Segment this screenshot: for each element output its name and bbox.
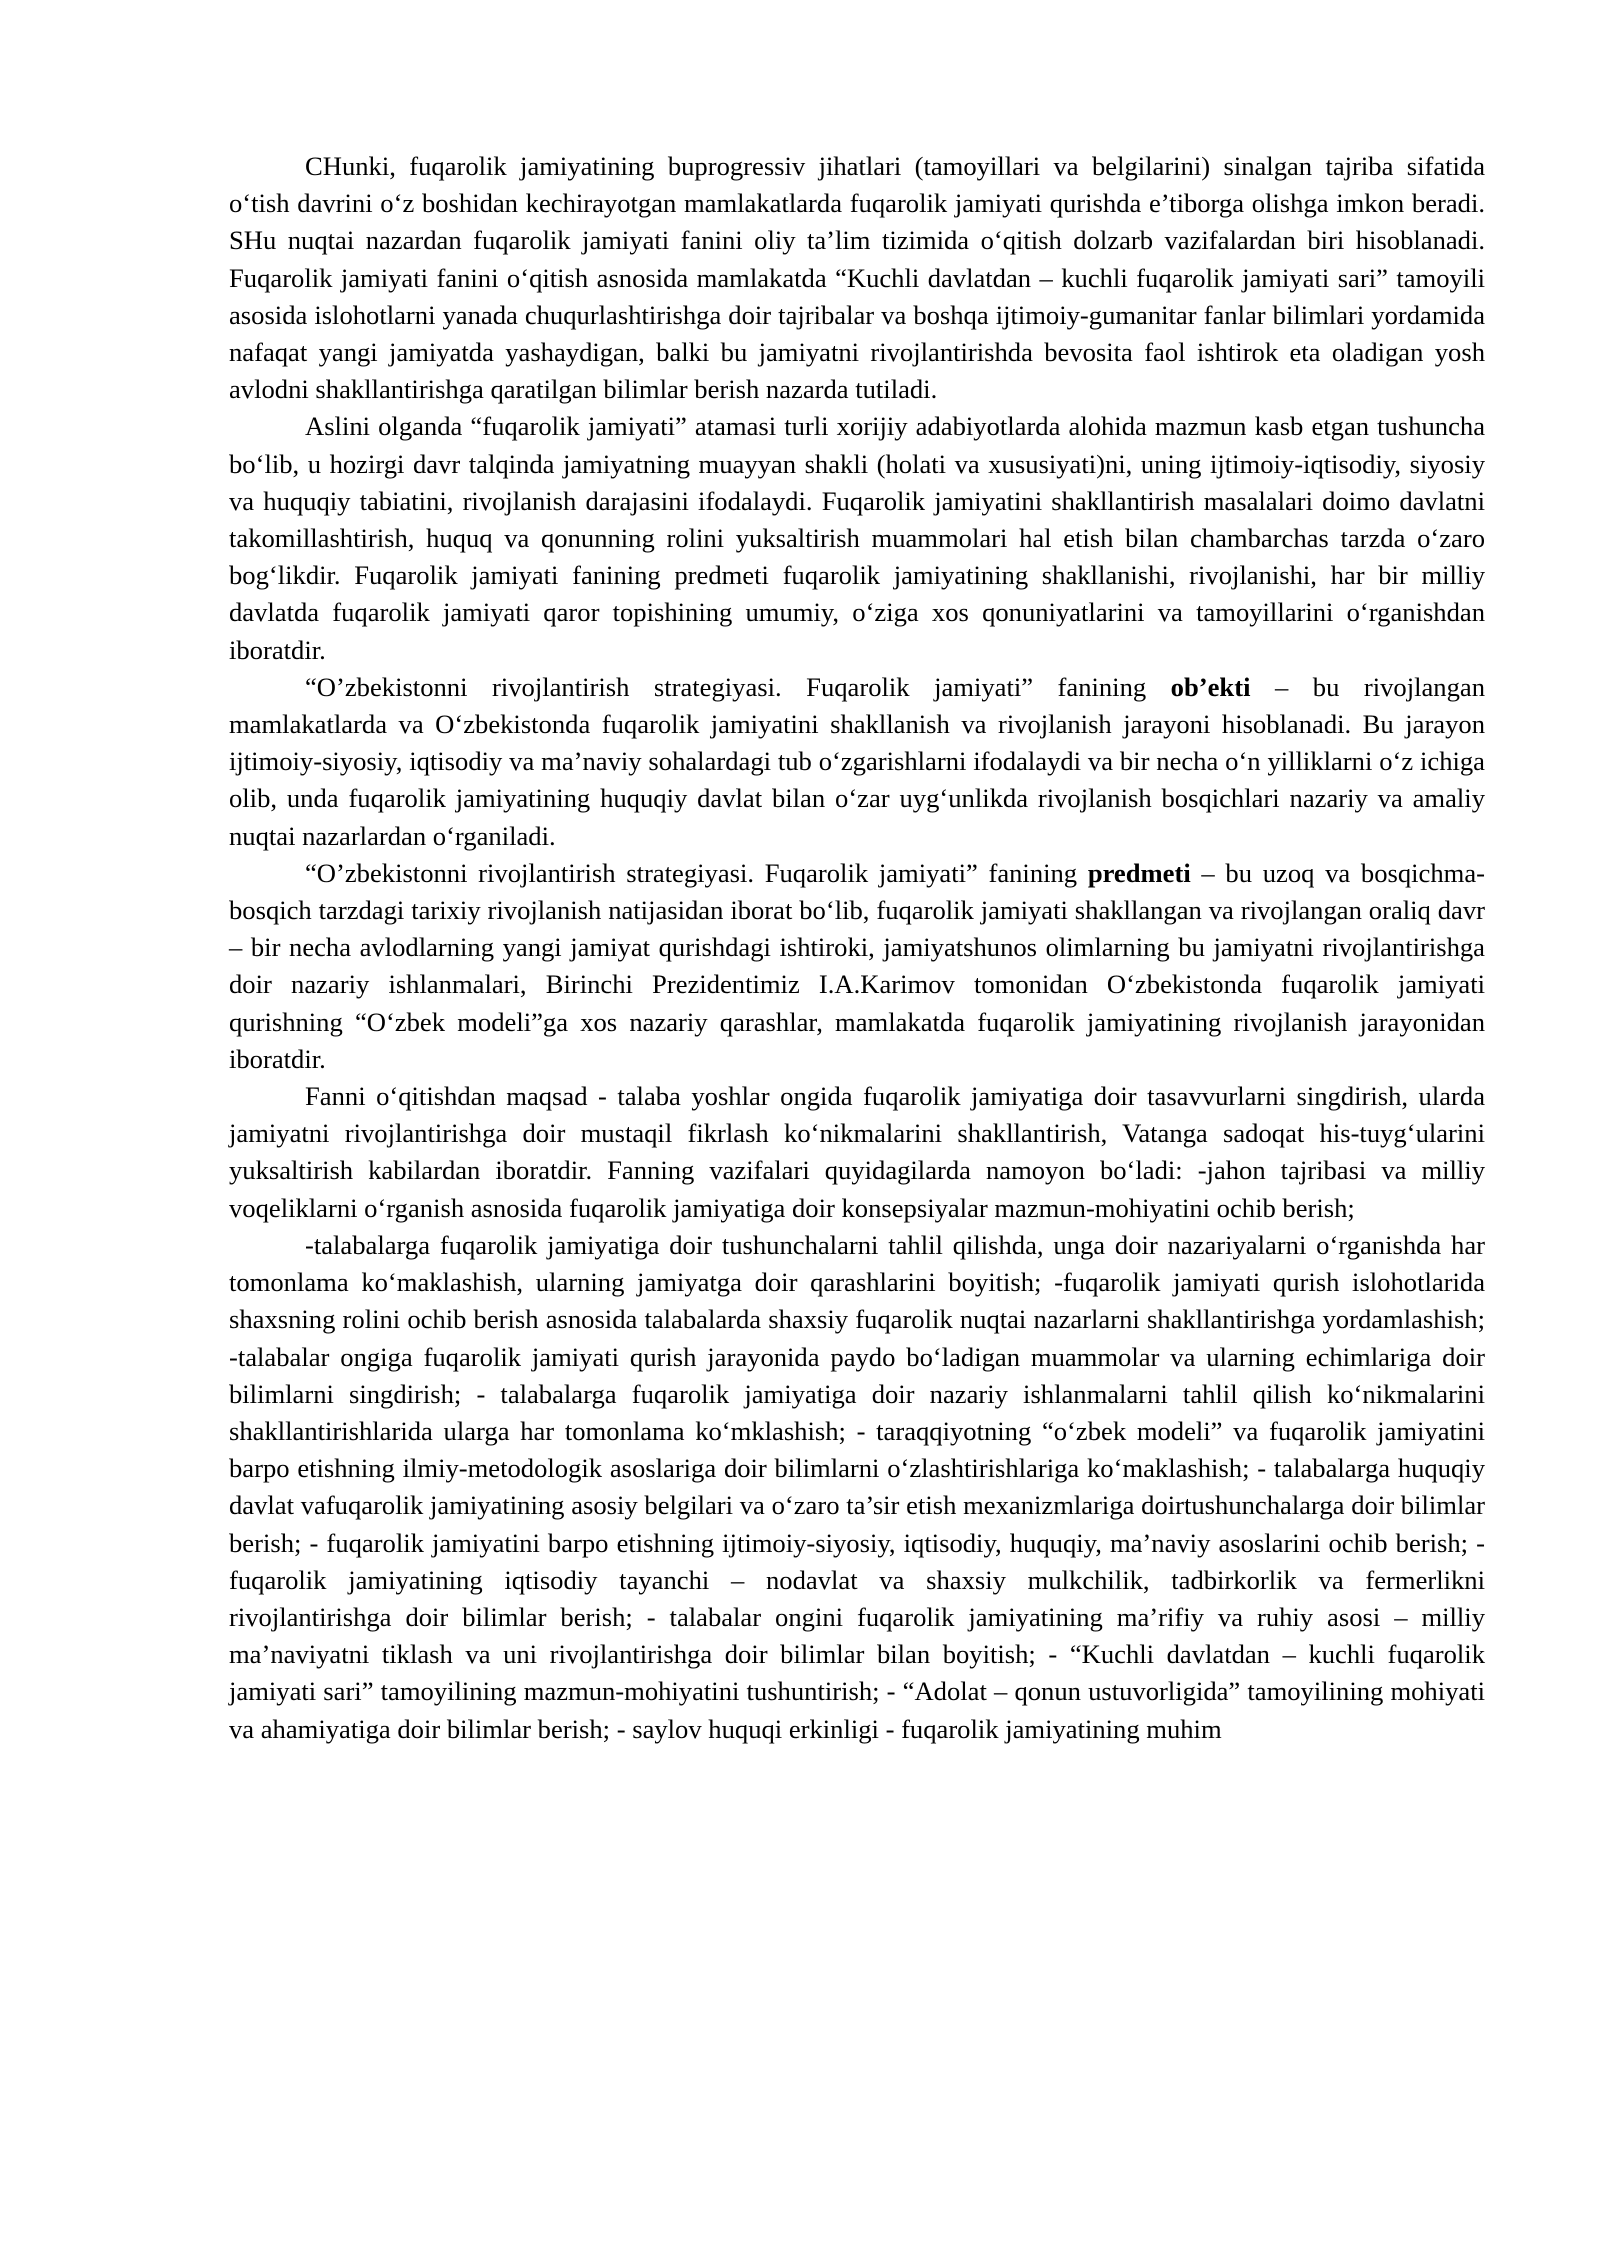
paragraph-1: CHunki, fuqarolik jamiyatining buprogressiv jihatlari (tamoyillari va belgilarini) sinalgan tajriba sifatida o‘tish davrini o‘z boshidan kechirayotgan mamlakatlarda fuqarolik jamiyati qurishda e’tiborga olishga imkon beradi. SHu nuqtai nazardan fuqarolik jamiyati fanini oliy ta’lim tizimida o‘qitish dolzarb vazifalardan biri hisoblanadi. Fuqarolik jamiyati fanini o‘qitish asnosida mamlakatda “Kuchli davlatdan – kuchli fuqarolik jamiyati sari” tamoyili asosida islohotlarni yanada chuqurlashtirishga doir tajribalar va boshqa ijtimoiy-gumanitar fanlar bilimlari yordamida nafaqat yangi jamiyatda yashaydigan, balki bu jamiyatni rivojlantirishda bevosita faol ishtirok eta oladigan yosh avlodni shakllantirishga qaratilgan bilimlar berish nazarda tutiladi. <box>229 151 1485 405</box>
document-page <box>229 148 1485 1748</box>
term-predmeti: predmeti <box>1087 857 1191 888</box>
paragraph-3-before: “O’zbekistonni rivojlantirish strategiyasi. Fuqarolik jamiyati” fanining <box>305 671 1171 702</box>
paragraph-5: Fanni o‘qitishdan maqsad - talaba yoshlar ongida fuqarolik jamiyatiga doir tasavvurlarni singdirish, ularda jamiyatni rivojlantirishga doir mustaqil fikrlash ko‘nikmalarini shakllantirish, Vatanga sadoqat his-tuyg‘ularini yuksaltirish kabilardan iboratdir. Fanning vazifalari quyidagilarda namoyon bo‘ladi: -jahon tajribasi va milliy voqeliklarni o‘rganish asnosida fuqarolik jamiyatiga doir konsepsiyalar mazmun-mohiyatini ochib berish; <box>229 1081 1485 1223</box>
paragraph-4 <box>229 855 1485 1078</box>
paragraph-3 <box>229 669 1485 855</box>
paragraph-4-before: “O’zbekistonni rivojlantirish strategiyasi. Fuqarolik jamiyati” fanining <box>305 857 1088 888</box>
paragraph-3-after: – bu rivojlangan mamlakatlarda va O‘zbekistonda fuqarolik jamiyatini shakllanish va rivojlanish jarayoni hisoblanadi. Bu jarayon ijtimoiy-siyosiy, iqtisodiy va ma’naviy sohalardagi tub o‘zgarishlarni ifodalaydi va bir necha o‘n yilliklarni o‘z ichiga olib, unda fuqarolik jamiyatining huquqiy davlat bilan o‘zar uyg‘unlikda rivojlanish bosqichlari nazariy va amaliy nuqtai nazarlardan o‘rganiladi. <box>229 671 1485 851</box>
term-obekti: ob’ekti <box>1170 671 1251 702</box>
paragraph-6: -talabalarga fuqarolik jamiyatiga doir tushunchalarni tahlil qilishda, unga doir nazariyalarni o‘rganishda har tomonlama ko‘maklashish, ularning jamiyatga doir qarashlarini boyitish; -fuqarolik jamiyati qurish islohotlarida shaxsning rolini ochib berish asnosida talabalarda shaxsiy fuqarolik nuqtai nazarlarni shakllantirishga yordamlashish; -talabalar ongiga fuqarolik jamiyati qurish jarayonida paydo bo‘ladigan muammolar va ularning echimlariga doir bilimlarni singdirish; - talabalarga fuqarolik jamiyatiga doir nazariy ishlanmalarni tahlil qilish ko‘nikmalarini shakllantirishlarida ularga har tomonlama ko‘mklashish; - taraqqiyotning “o‘zbek modeli” va fuqarolik jamiyatini barpo etishning ilmiy-metodologik asoslariga doir bilimlarni o‘zlashtirishlariga ko‘maklashish; - talabalarga huquqiy davlat vafuqarolik jamiyatining asosiy belgilari va o‘zaro ta’sir etish mexanizmlariga doirtushunchalarga doir bilimlar berish; - fuqarolik jamiyatini barpo etishning ijtimoiy-siyosiy, iqtisodiy, huquqiy, ma’naviy asoslarini ochib berish; - fuqarolik jamiyatining iqtisodiy tayanchi – nodavlat va shaxsiy mulkchilik, tadbirkorlik va fermerlikni rivojlantirishga doir bilimlar berish; - talabalar ongini fuqarolik jamiyatining ma’rifiy va ruhiy asosi – milliy ma’naviyatni tiklash va uni rivojlantirishga doir bilimlar bilan boyitish; - “Kuchli davlatdan – kuchli fuqarolik jamiyati sari” tamoyilining mazmun-mohiyatini tushuntirish; - “Adolat – qonun ustuvorligida” tamoyilining mohiyati va ahamiyatiga doir bilimlar berish; - saylov huquqi erkinligi - fuqarolik jamiyatining muhim <box>229 1229 1485 1744</box>
paragraph-4-after: – bu uzoq va bosqichma-bosqich tarzdagi tarixiy rivojlanish natijasidan iborat bo‘lib, fuqarolik jamiyati shakllangan va rivojlangan oraliq davr – bir necha avlodlarning yangi jamiyat qurishdagi ishtiroki, jamiyatshunos olimlarning bu jamiyatni rivojlantirishga doir nazariy ishlanmalari, Birinchi Prezidentimiz I.A.Karimov tomonidan O‘zbekistonda fuqarolik jamiyati qurishning “O‘zbek modeli”ga xos nazariy qarashlar, mamlakatda fuqarolik jamiyatining rivojlanish jarayonidan iboratdir. <box>229 857 1485 1074</box>
paragraph-2: Aslini olganda “fuqarolik jamiyati” atamasi turli xorijiy adabiyotlarda alohida mazmun kasb etgan tushuncha bo‘lib, u hozirgi davr talqinda jamiyatning muayyan shakli (holati va xususiyati)ni, uning ijtimoiy-iqtisodiy, siyosiy va huquqiy tabiatini, rivojlanish darajasini ifodalaydi. Fuqarolik jamiyatini shakllantirish masalalari doimo davlatni takomillashtirish, huquq va qonunning rolini yuksaltirish muammolari hal etish bilan chambarchas tarzda o‘zaro bog‘likdir. Fuqarolik jamiyati fanining predmeti fuqarolik jamiyatining shakllanishi, rivojlanishi, har bir milliy davlatda fuqarolik jamiyati qaror topishining umumiy, o‘ziga xos qonuniyatlarini va tamoyillarini o‘rganishdan iboratdir. <box>229 411 1485 665</box>
